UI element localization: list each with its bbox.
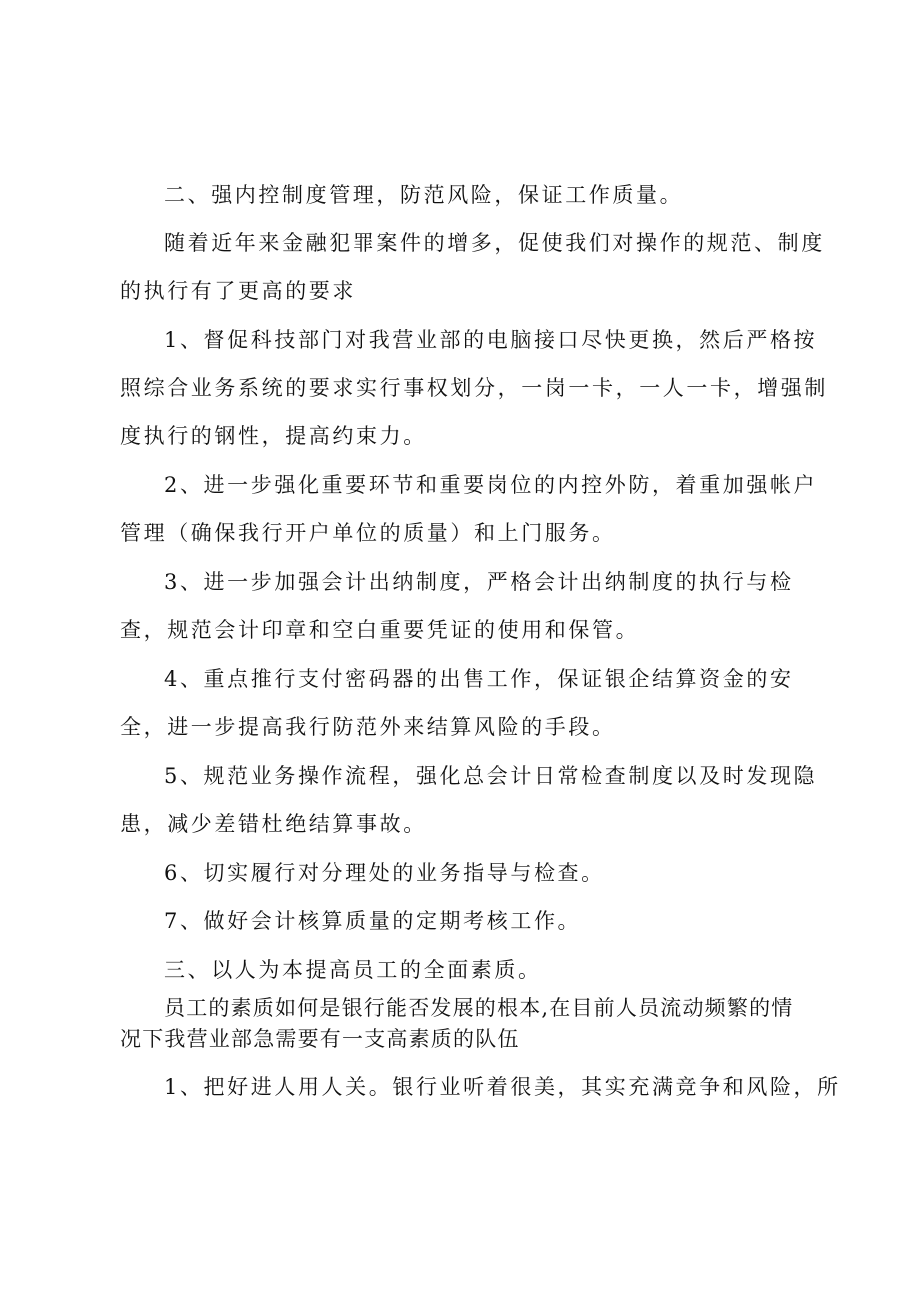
list-item-line: 2、进一步强化重要环节和重要岗位的内控外防，着重加强帐户: [164, 473, 818, 497]
list-item-line: 患，减少差错杜绝结算事故。: [120, 812, 427, 836]
list-item-line: 全，进一步提高我行防范外来结算风险的手段。: [120, 715, 616, 739]
list-item-line: 6、切实履行对分理处的业务指导与检查。: [164, 861, 605, 885]
list-item-line: 1、督促科技部门对我营业部的电脑接口尽快更换，然后严格按: [164, 328, 818, 352]
paragraph-line: 况下我营业部急需要有一支高素质的队伍: [120, 1027, 520, 1051]
list-item-line: 3、进一步加强会计出纳制度，严格会计出纳制度的执行与检: [164, 570, 794, 594]
list-item-line: 5、规范业务操作流程，强化总会计日常检查制度以及时发现隐: [164, 764, 818, 788]
list-item-line: 度执行的钢性，提高约束力。: [120, 424, 427, 448]
list-item-line: 7、做好会计核算质量的定期考核工作。: [164, 909, 582, 933]
paragraph-line: 随着近年来金融犯罪案件的增多，促使我们对操作的规范、制度: [164, 231, 825, 255]
list-item-line: 4、重点推行支付密码器的出售工作，保证银企结算资金的安: [164, 667, 794, 691]
paragraph-line: 的执行有了更高的要求: [120, 279, 356, 303]
section-heading-2: 二、强内控制度管理，防范风险，保证工作质量。: [164, 183, 684, 207]
list-item-line: 1、把好进人用人关。银行业听着很美，其实充满竞争和风险，所: [164, 1075, 841, 1099]
list-item-line: 照综合业务系统的要求实行事权划分，一岗一卡，一人一卡，增强制: [120, 376, 828, 400]
paragraph-line: 员工的素质如何是银行能否发展的根本,在目前人员流动频繁的情: [164, 996, 794, 1020]
list-item-line: 查，规范会计印章和空白重要凭证的使用和保管。: [120, 618, 640, 642]
section-heading-3: 三、以人为本提高员工的全面素质。: [164, 958, 542, 982]
list-item-line: 管理（确保我行开户单位的质量）和上门服务。: [120, 521, 616, 545]
